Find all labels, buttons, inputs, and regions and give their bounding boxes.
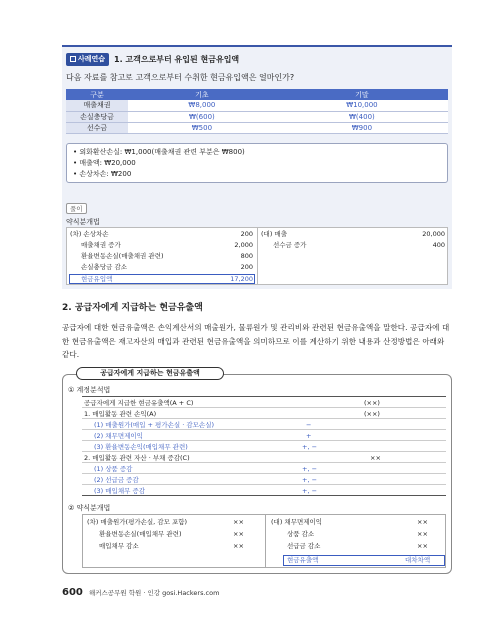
example-badge (66, 53, 109, 66)
section-title: 2. 공급자에게 지급하는 현금유출액 (62, 303, 203, 313)
summary-box-title: 공급자에게 지급하는 현금유출액 (76, 367, 224, 380)
analysis-row-label: 공급자에게 지급한 현금유출액(A + C) (84, 399, 194, 407)
table-value: ₩(400) (349, 112, 375, 121)
practice-example-panel (62, 45, 452, 289)
example-badge-label: 사례연습 (78, 55, 106, 63)
page-number: 600 (62, 587, 83, 598)
footer-text: 해커스공무원 학원 · 인강 gosi.Hackers.com (88, 589, 220, 597)
table-cell (128, 111, 276, 122)
analysis-row-sign: +, − (302, 465, 318, 473)
example-question: 다음 자료를 참고로 고객으로부터 수취한 현금유입액은 얼마인가? (66, 73, 295, 82)
ledger-credit-value: 400 (432, 241, 445, 249)
ledger-credit-label: (대) 채무면제이익 (271, 518, 323, 526)
info-text: 매출액: ₩20,000 (79, 159, 136, 167)
analysis-row (82, 453, 446, 463)
ledger-debit-value: 800 (240, 252, 253, 260)
example-title: 1. 고객으로부터 유입된 현금유입액 (114, 55, 240, 64)
ledger-debit-value: ×× (233, 518, 244, 526)
journal-ledger (66, 227, 448, 285)
method-title: 약식분개법 (66, 218, 100, 226)
info-item: • 매출액: ₩20,000 (73, 159, 136, 167)
ledger-debit-value: 2,000 (234, 241, 253, 249)
ledger-debit-value: 200 (240, 230, 253, 238)
ledger-debit-label: 매입채무 감소 (99, 542, 139, 550)
table-header: 기말 (276, 89, 448, 100)
analysis-row-label: (2) 선급금 증감 (94, 476, 139, 484)
analysis-row-label: (1) 상품 증감 (94, 465, 133, 473)
table-cell (276, 122, 448, 133)
simplified-journal-table (82, 514, 446, 568)
analysis-row (82, 431, 446, 441)
ledger-debit-label: (차) 매출원가(평가손실, 감모 포함) (87, 518, 188, 526)
analysis-row-label: 2. 매입활동 관련 자산 · 부채 증감(C) (84, 454, 190, 462)
analysis-row (82, 420, 446, 430)
analysis-row-sign: +, − (302, 443, 318, 451)
table-cell (128, 122, 276, 133)
info-box (66, 143, 448, 183)
analysis-row-label: (1) 매출원가(매입 + 평가손실 · 감모손실) (94, 421, 215, 429)
ledger-debit-value: ×× (233, 530, 244, 538)
ledger-credit-label: (대) 매출 (261, 230, 287, 238)
analysis-row-sign: +, − (302, 487, 318, 495)
ledger-divider (265, 515, 266, 567)
ledger-credit-value: ×× (417, 542, 428, 550)
ledger-divider (257, 228, 258, 284)
solution-tag: 풀이 (66, 203, 87, 214)
analysis-row (82, 409, 446, 419)
analysis-row-amount: (××) (364, 399, 380, 407)
ledger-credit-label: 현금유출액 (287, 556, 319, 564)
analysis-row-label: (2) 채무면제이익 (94, 432, 143, 440)
analysis-row-label: (3) 매입채무 증감 (94, 487, 146, 495)
badge-square-icon (70, 56, 76, 62)
table-cell (128, 100, 276, 111)
table-header: 기초 (128, 89, 276, 100)
table-row (66, 122, 448, 133)
ledger-debit-value: 17,200 (230, 275, 253, 283)
analysis-row-amount: (××) (364, 410, 380, 418)
info-item: • 손상차손: ₩200 (73, 170, 132, 178)
ledger-debit-label: 현금유입액 (81, 275, 113, 283)
table-cell: 선수금 (66, 122, 128, 133)
ledger-credit-label: 선수금 증가 (273, 241, 307, 249)
ledger-debit-label: (차) 손상차손 (70, 230, 109, 238)
analysis-row (82, 475, 446, 485)
ledger-credit-label: 상품 감소 (287, 530, 315, 538)
ledger-debit-label: 환율변동손실(매입채무 관련) (99, 530, 182, 538)
analysis-row-sign: +, − (302, 476, 318, 484)
table-value: ₩900 (351, 123, 373, 132)
table-value: ₩(600) (189, 112, 215, 121)
ledger-credit-label: 선급금 감소 (287, 542, 321, 550)
analysis-row-amount: ×× (370, 454, 381, 462)
analysis-row (82, 486, 446, 496)
ledger-credit-value: 20,000 (422, 230, 445, 238)
table-value: ₩10,000 (346, 101, 378, 110)
ledger-debit-value: 200 (240, 263, 253, 271)
ledger-credit-value: ×× (417, 530, 428, 538)
table-row (66, 100, 448, 111)
ledger-debit-value: ×× (233, 542, 244, 550)
info-item: • 외화환산손실: ₩1,000(매출채권 관련 부분은 ₩800) (73, 148, 245, 156)
info-text: 손상차손: ₩200 (79, 170, 132, 178)
method-1-title: ① 계정분석법 (68, 386, 111, 394)
table-cell (276, 111, 448, 122)
ledger-debit-label: 매출채권 증가 (81, 241, 121, 249)
method-2-title: ② 약식분개법 (68, 504, 111, 512)
table-header: 구분 (66, 89, 128, 100)
analysis-row (82, 398, 446, 408)
ledger-debit-label: 환율변동손실(매출채권 관련) (81, 252, 164, 260)
account-analysis-table (82, 396, 446, 496)
data-table (66, 89, 448, 134)
section-paragraph: 공급자에 대한 현금유출액은 손익계산서의 매출원가, 물류원가 및 관리비와 관련된 현금유출액을 말한다. 공급자에 대한 현금유출액은 재고자산의 매입과 관련된 현금유출액을 의미하므로 이를 계산하기 위한 내용과 산정방법은 아래와 같다. (62, 323, 450, 359)
table-value: ₩500 (191, 123, 213, 132)
table-cell (276, 100, 448, 111)
table-row (66, 111, 448, 122)
analysis-row-label: 1. 매입활동 관련 손익(A) (84, 410, 157, 418)
info-text: 외화환산손실: ₩1,000(매출채권 관련 부분은 ₩800) (79, 148, 245, 156)
ledger-credit-value: 대차차액 (405, 556, 431, 564)
analysis-row-sign: − (306, 421, 312, 429)
table-value: ₩8,000 (188, 101, 216, 110)
ledger-credit-value: ×× (417, 518, 428, 526)
analysis-row (82, 464, 446, 474)
table-cell: 매출채권 (66, 100, 128, 111)
page-footer (62, 587, 219, 598)
analysis-row-label: (3) 환율변동손익(매입채무 관련) (94, 443, 188, 451)
table-cell: 손실충당금 (66, 111, 128, 122)
analysis-row (82, 442, 446, 452)
analysis-row-sign: + (306, 432, 312, 440)
ledger-debit-label: 손실충당금 감소 (81, 263, 128, 271)
